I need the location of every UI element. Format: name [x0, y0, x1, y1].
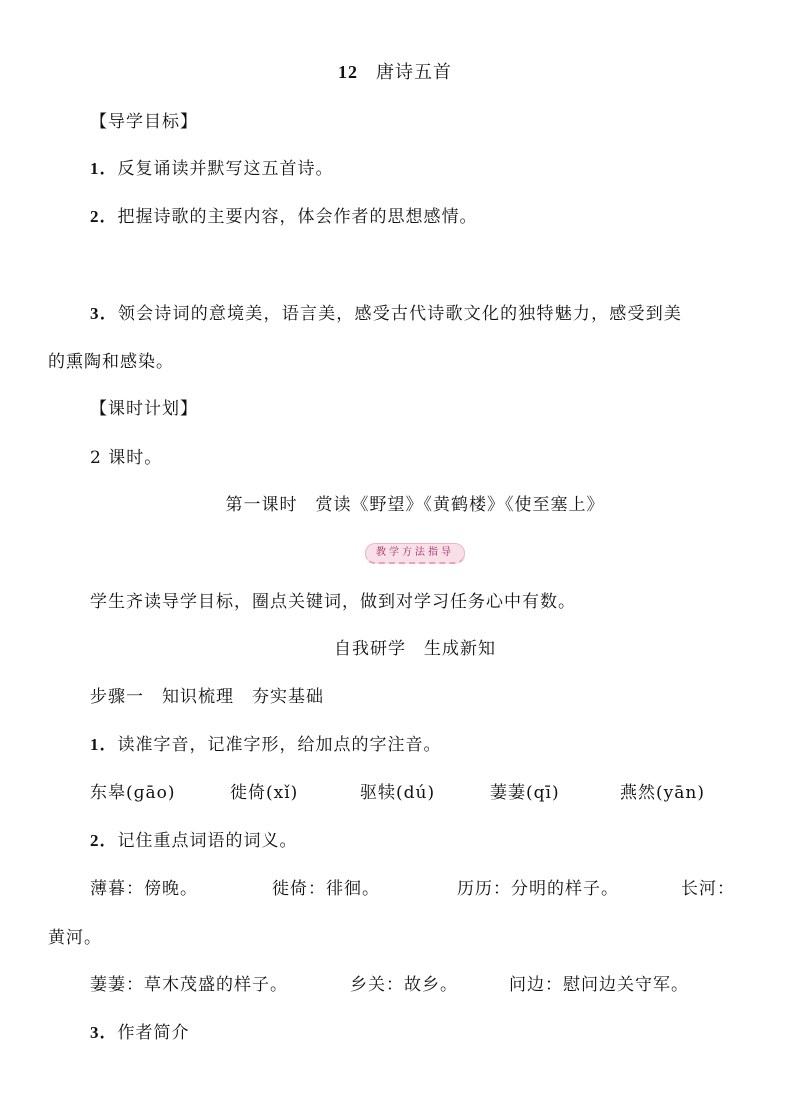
task-2: 2．记住重点词语的词义。 [90, 831, 298, 851]
pinyin-row [90, 781, 705, 805]
plan-text: 2 课时。 [90, 448, 163, 468]
task-3: 3．作者简介 [90, 1023, 190, 1043]
section-title: 自我研学 生成新知 [334, 639, 496, 659]
goal-3: 3．领会诗词的意境美，语言美，感受古代诗歌文化的独特魅力，感受到美 [90, 304, 683, 324]
lesson-1-title: 第一课时 赏读《野望》《黄鹤楼》《使至塞上》 [225, 495, 605, 515]
pinyin-item: 燕然(yān) [620, 783, 705, 803]
goal-2: 2．把握诗歌的主要内容，体会作者的思想感情。 [90, 207, 478, 227]
goal-3-continued: 的熏陶和感染。 [48, 352, 174, 372]
pinyin-item: 驱犊(dú) [360, 783, 436, 803]
vocab-row-1-continued: 黄河。 [48, 928, 102, 948]
vocab-row-2 [90, 973, 689, 997]
step-1: 步骤一 知识梳理 夯实基础 [90, 687, 324, 707]
lesson-number: 12 [338, 62, 358, 82]
vocab-item: 长河： [681, 879, 735, 899]
vocab-item: 徙倚：徘徊。 [272, 879, 380, 899]
method-badge-wrap [0, 540, 790, 564]
method-text: 学生齐读导学目标，圈点关键词，做到对学习任务心中有数。 [90, 592, 576, 612]
plan-heading: 【课时计划】 [90, 399, 198, 419]
vocab-item: 乡关：故乡。 [350, 975, 458, 995]
goals-heading: 【导学目标】 [90, 112, 198, 132]
pinyin-item: 徙倚(xǐ) [230, 783, 299, 803]
method-badge: 教学方法指导 [365, 543, 465, 564]
vocab-item: 问边：慰问边关守军。 [509, 975, 689, 995]
goal-1: 1．反复诵读并默写这五首诗。 [90, 159, 334, 179]
vocab-item: 薄暮：傍晚。 [90, 879, 198, 899]
vocab-item: 历历：分明的样子。 [457, 879, 619, 899]
pinyin-item: 萋萋(qī) [490, 783, 560, 803]
vocab-row-1 [90, 877, 735, 901]
page-title [0, 60, 790, 85]
lesson-title: 唐诗五首 [376, 62, 452, 83]
vocab-item: 萋萋：草木茂盛的样子。 [90, 975, 288, 995]
task-1: 1．读准字音，记准字形，给加点的字注音。 [90, 735, 442, 755]
pinyin-item: 东皋(ɡāo) [90, 783, 176, 803]
